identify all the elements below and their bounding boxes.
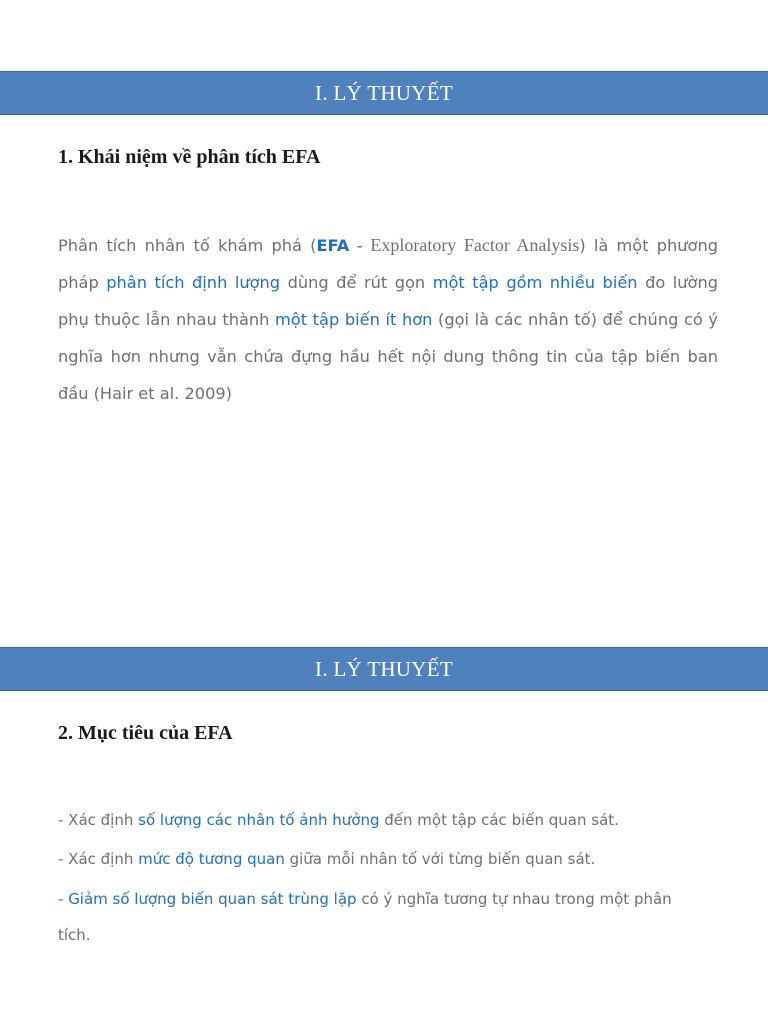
- paragraph-text: dùng để rút gọn: [280, 273, 433, 292]
- banner-title: I. LÝ THUYẾT: [315, 656, 453, 681]
- paragraph-text: ) là một phương pháp: [58, 236, 718, 292]
- bullet-text: -: [58, 890, 69, 908]
- bullet-text: có ý nghĩa tương tự nhau trong một phân tích.: [58, 890, 672, 944]
- highlight-term: một tập biến ít hơn: [275, 310, 433, 329]
- highlight-term: số lượng các nhân tố ảnh hưởng: [138, 811, 380, 829]
- bullet-text: - Xác định: [58, 850, 139, 868]
- bullet-text: - Xác định: [58, 811, 139, 829]
- banner-title: I. LÝ THUYẾT: [315, 80, 453, 105]
- section-banner-1: [0, 71, 768, 115]
- paragraph-text: Phân tích nhân tố khám phá (: [58, 236, 317, 255]
- efa-definition-paragraph: [58, 227, 718, 412]
- bullet-text: đến một tập các biến quan sát.: [379, 811, 619, 829]
- section-heading-2: 2. Mục tiêu của EFA: [58, 722, 233, 744]
- bullet-text: giữa mỗi nhân tố với từng biến quan sát.: [284, 850, 596, 868]
- highlight-term: một tập gồm nhiều biến: [432, 273, 638, 292]
- paragraph-text: (gọi là các nhân tố) để chúng có ý nghĩa hơn nhưng vẫn chứa đựng hầu hết nội dung thông tin của tập biến ban đầu (Hair et al. 2009): [58, 310, 718, 403]
- highlight-term: Giảm số lượng biến quan sát trùng lặp: [68, 890, 357, 908]
- efa-term: EFA: [316, 236, 350, 255]
- efa-full-name: - Exploratory Factor Analysis: [349, 235, 580, 255]
- paragraph-text: đo lường phụ thuộc lẫn nhau thành: [58, 273, 718, 329]
- section-banner-2: [0, 647, 768, 691]
- list-item: [58, 842, 698, 877]
- list-item: [58, 881, 698, 953]
- highlight-term: mức độ tương quan: [138, 850, 285, 868]
- section-heading-1: 1. Khái niệm về phân tích EFA: [58, 146, 321, 168]
- highlight-term: phân tích định lượng: [106, 273, 281, 292]
- objectives-list: [58, 803, 698, 953]
- list-item: [58, 803, 698, 838]
